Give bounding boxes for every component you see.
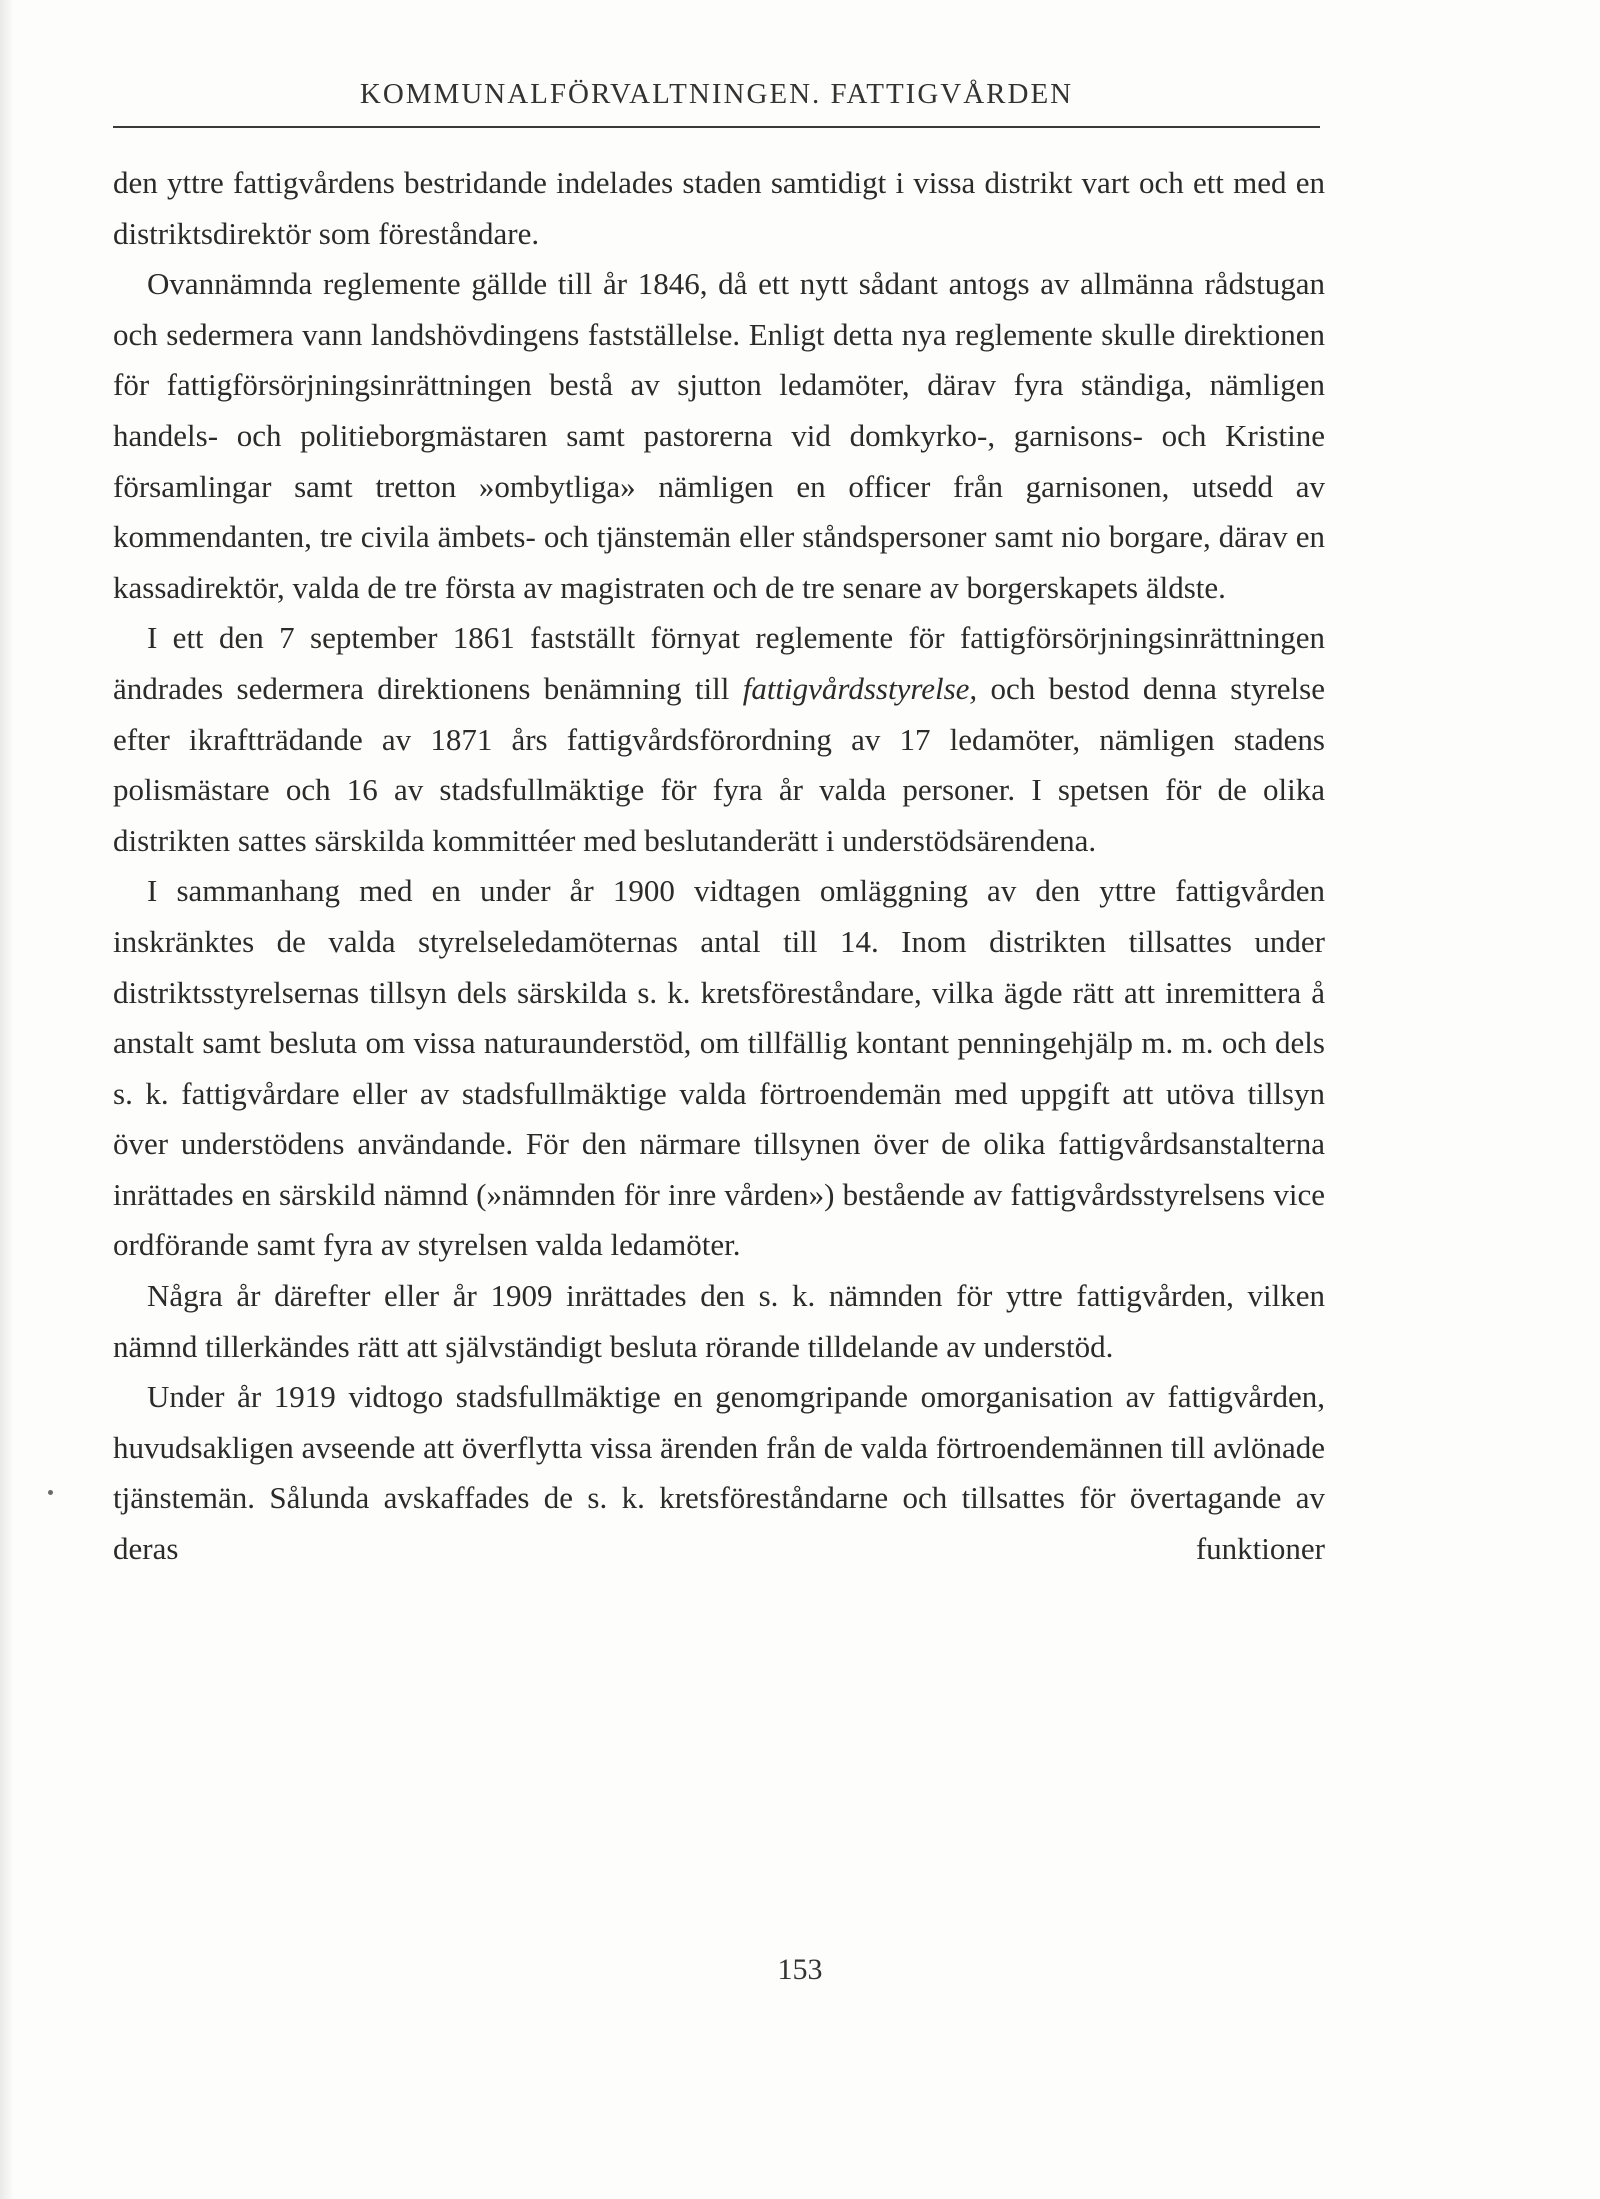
paragraph-1861-reglemente [113, 613, 1325, 866]
italic-term: fattigvårdsstyrelse, [742, 670, 978, 706]
paragraph-1919-omorganisation: Under år 1919 vidtogo stadsfullmäktige en genomgripande omorganisation av fattigvården, huvudsakligen avseende att överflytta vissa ärenden från de valda förtroendemännen till avlönade tjänstemän. Sålunda avskaffades de s. k. kretsföreståndarne och tillsattes för övertagande av deras funktioner [113, 1379, 1325, 1567]
page-number: 153 [777, 1953, 823, 1986]
body-text [113, 158, 1325, 1575]
header-rule [113, 126, 1320, 128]
running-head: KOMMUNALFÖRVALTNINGEN. FATTIGVÅRDEN [359, 78, 1074, 110]
paragraph-1900-omlaggning: I sammanhang med en under år 1900 vidtagen omläggning av den yttre fattigvården inskränktes de valda styrelseledamöternas antal till 14. Inom distrikten tillsattes under distriktsstyrelsernas tillsyn dels särskilda s. k. kretsföreståndare, vilka ägde rätt att inremittera å anstalt samt besluta om vissa naturaunderstöd, om tillfällig kontant penningehjälp m. m. och dels s. k. fattigvårdare eller av stadsfullmäktige valda förtroendemän med uppgift att utöva tillsyn över understödens användande. För den närmare tillsynen över de olika fattigvårdsanstalterna inrättades en särskild nämnd (»nämnden för inre vården») bestående av fattigvårdsstyrelsens vice ordförande samt fyra av styrelsen valda ledamöter. [113, 873, 1325, 1263]
paragraph-1846-reglemente: Ovannämnda reglemente gällde till år 1846, då ett nytt sådant antogs av allmänna rådstugan och sedermera vann landshövdingens fastställelse. Enligt detta nya reglemente skulle direktionen för fattigförsörjningsinrättningen bestå av sjutton ledamöter, därav fyra ständiga, nämligen handels- och politieborgmästaren samt pastorerna vid domkyrko-, garnisons- och Kristine församlingar samt tretton »ombytliga» nämligen en officer från garnisonen, utsedd av kommendanten, tre civila ämbets- och tjänstemän eller ståndspersoner samt nio borgare, därav en kassadirektör, valda de tre första av magistraten och de tre senare av borgerskapets äldste. [113, 266, 1325, 605]
paragraph-continuation: den yttre fattigvårdens bestridande indelades staden samtidigt i vissa distrikt vart och ett med en distriktsdirektör som föreståndare. [113, 165, 1325, 251]
margin-speck [48, 1490, 53, 1495]
paragraph-text-after: och bestod denna styrelse efter ikraftträdande av 1871 års fattigvårdsförordning av 17 ledamöter, nämligen stadens polismästare och 16 av stadsfullmäktige för fyra år valda personer. I spetsen för de olika distrikten sattes särskilda kommittéer med beslutanderätt i understödsärendena. [113, 670, 1325, 858]
paragraph-1909-namnd: Några år därefter eller år 1909 inrättades den s. k. nämnden för yttre fattigvården, vilken nämnd tillerkändes rätt att självständigt besluta rörande tilldelande av understöd. [113, 1278, 1325, 1364]
paragraph-text-before: I ett den 7 september 1861 fastställt förnyat reglemente för fattigförsörjningsinrättningen ändrades sedermera direktionens benämning till [113, 620, 1325, 706]
page-gutter-shadow [0, 0, 14, 2199]
